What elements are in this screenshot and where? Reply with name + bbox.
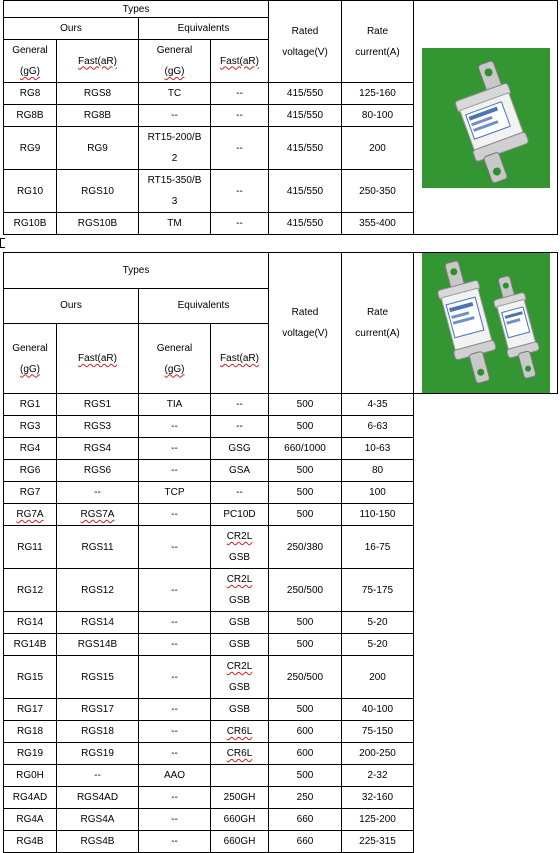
cell-voltage: 660/1000: [269, 438, 342, 460]
cell-eq-fast: --: [211, 127, 269, 170]
cell-current: 125-160: [342, 83, 414, 105]
cell-voltage: 250/500: [269, 656, 342, 699]
cell-fast: --: [57, 765, 139, 787]
cell-eq-fast: --: [211, 213, 269, 235]
cell-voltage: 415/550: [269, 127, 342, 170]
cell-current: 5-20: [342, 612, 414, 634]
cell-voltage: 250/380: [269, 526, 342, 569]
table-row: [4, 482, 558, 504]
eq-general-header: General (gG): [139, 324, 211, 394]
rated-voltage-header: Rated voltage(V): [269, 1, 342, 83]
paragraph-marker: [0, 238, 5, 248]
equivalents-header: Equivalents: [139, 288, 269, 324]
cell-general: RG11: [4, 526, 57, 569]
cell-general: RG0H: [4, 765, 57, 787]
cell-voltage: 500: [269, 612, 342, 634]
cell-eq-general: TCP: [139, 482, 211, 504]
cell-fast: RGS4: [57, 438, 139, 460]
cell-eq-general: --: [139, 634, 211, 656]
table-row: [4, 787, 558, 809]
general-header: General (gG): [4, 40, 57, 83]
general-header: General (gG): [4, 324, 57, 394]
table-row: [4, 656, 558, 699]
cell-eq-fast: GSB: [211, 634, 269, 656]
cell-general: RG18: [4, 721, 57, 743]
cell-fast: RGS4AD: [57, 787, 139, 809]
cell-eq-fast: --: [211, 482, 269, 504]
cell-eq-fast: CR2L GSB: [211, 526, 269, 569]
cell-eq-general: TIA: [139, 394, 211, 416]
cell-eq-general: TM: [139, 213, 211, 235]
cell-current: 75-175: [342, 569, 414, 612]
cell-eq-fast: PC10D: [211, 504, 269, 526]
eq-general-header: General (gG): [139, 40, 211, 83]
cell-general: RG14B: [4, 634, 57, 656]
cell-current: 110-150: [342, 504, 414, 526]
cell-voltage: 500: [269, 765, 342, 787]
table-row: [4, 569, 558, 612]
cell-fast: RGS10: [57, 170, 139, 213]
eq-fast-header: Fast(aR): [211, 324, 269, 394]
cell-current: 200: [342, 127, 414, 170]
table-row: [4, 699, 558, 721]
cell-current: 32-160: [342, 787, 414, 809]
cell-general: RG1: [4, 394, 57, 416]
cell-general: RG8: [4, 83, 57, 105]
cell-general: RG4: [4, 438, 57, 460]
cell-voltage: 415/550: [269, 105, 342, 127]
cell-fast: RG8B: [57, 105, 139, 127]
cell-general: RG8B: [4, 105, 57, 127]
cell-voltage: 415/550: [269, 83, 342, 105]
cell-eq-general: --: [139, 526, 211, 569]
cell-fast: RGS19: [57, 743, 139, 765]
cell-voltage: 600: [269, 721, 342, 743]
cell-eq-general: --: [139, 438, 211, 460]
cell-eq-fast: 660GH: [211, 809, 269, 831]
cell-voltage: 500: [269, 416, 342, 438]
cell-eq-fast: CR2L GSB: [211, 656, 269, 699]
cell-current: 355-400: [342, 213, 414, 235]
cell-eq-fast: GSB: [211, 612, 269, 634]
cell-eq-fast: --: [211, 105, 269, 127]
equivalents-header: Equivalents: [139, 18, 269, 40]
rated-voltage-header: Rated voltage(V): [269, 253, 342, 394]
cell-fast: RGS4B: [57, 831, 139, 853]
types-header: Types: [4, 253, 269, 289]
cell-current: 125-200: [342, 809, 414, 831]
fuse-photo-cell-1: [414, 1, 558, 235]
cell-fast: RGS4A: [57, 809, 139, 831]
cell-eq-fast: CR2L GSB: [211, 569, 269, 612]
cell-voltage: 250/500: [269, 569, 342, 612]
table-row: [4, 526, 558, 569]
cell-general: RG15: [4, 656, 57, 699]
cell-current: 5-20: [342, 634, 414, 656]
cell-eq-general: RT15-350/B 3: [139, 170, 211, 213]
cell-eq-general: --: [139, 787, 211, 809]
cell-eq-general: --: [139, 809, 211, 831]
cell-eq-fast: CR6L: [211, 721, 269, 743]
cell-voltage: 500: [269, 699, 342, 721]
cell-voltage: 500: [269, 504, 342, 526]
fast-header: Fast(aR): [57, 324, 139, 394]
cell-general: RG17: [4, 699, 57, 721]
cell-eq-general: --: [139, 460, 211, 482]
cell-fast: RG9: [57, 127, 139, 170]
cell-fast: RGS17: [57, 699, 139, 721]
cell-general: RG4A: [4, 809, 57, 831]
cell-eq-general: RT15-200/B 2: [139, 127, 211, 170]
cell-voltage: 250: [269, 787, 342, 809]
cell-general: RG7A: [4, 504, 57, 526]
cell-current: 10-63: [342, 438, 414, 460]
cell-general: RG9: [4, 127, 57, 170]
cell-current: 2-32: [342, 765, 414, 787]
table-row: [4, 394, 558, 416]
cell-voltage: 500: [269, 460, 342, 482]
fuse-table-1: [3, 0, 558, 235]
cell-eq-general: AAO: [139, 765, 211, 787]
table-row: [4, 743, 558, 765]
cell-fast: --: [57, 482, 139, 504]
cell-fast: RGS8: [57, 83, 139, 105]
table-row: [4, 438, 558, 460]
cell-eq-fast: 660GH: [211, 831, 269, 853]
cell-eq-general: --: [139, 612, 211, 634]
cell-eq-fast: 250GH: [211, 787, 269, 809]
fuse-pair-photo: [422, 253, 550, 393]
table-row: [4, 831, 558, 853]
cell-fast: RGS3: [57, 416, 139, 438]
cell-voltage: 500: [269, 394, 342, 416]
cell-fast: RGS1: [57, 394, 139, 416]
cell-general: RG14: [4, 612, 57, 634]
cell-voltage: 500: [269, 634, 342, 656]
table-row: [4, 504, 558, 526]
cell-voltage: 660: [269, 809, 342, 831]
cell-current: 16-75: [342, 526, 414, 569]
eq-fast-header: Fast(aR): [211, 40, 269, 83]
cell-fast: RGS12: [57, 569, 139, 612]
cell-general: RG6: [4, 460, 57, 482]
cell-eq-fast: GSA: [211, 460, 269, 482]
cell-current: 200: [342, 656, 414, 699]
fuse-single-photo: [422, 48, 550, 188]
cell-general: RG4AD: [4, 787, 57, 809]
table-row: [4, 460, 558, 482]
cell-eq-general: --: [139, 504, 211, 526]
cell-eq-fast: CR6L: [211, 743, 269, 765]
cell-eq-general: --: [139, 416, 211, 438]
fuse-photo-cell-2: [414, 253, 558, 394]
cell-eq-general: --: [139, 831, 211, 853]
cell-general: RG12: [4, 569, 57, 612]
cell-eq-fast: GSB: [211, 699, 269, 721]
cell-current: 40-100: [342, 699, 414, 721]
table-row: [4, 721, 558, 743]
fuse-table-2: [3, 252, 558, 853]
cell-general: RG10B: [4, 213, 57, 235]
cell-fast: RGS10B: [57, 213, 139, 235]
cell-general: RG4B: [4, 831, 57, 853]
cell-eq-general: --: [139, 656, 211, 699]
cell-current: 225-315: [342, 831, 414, 853]
cell-fast: RGS18: [57, 721, 139, 743]
cell-general: RG3: [4, 416, 57, 438]
table-row: [4, 809, 558, 831]
cell-general: RG10: [4, 170, 57, 213]
rate-current-header: Rate current(A): [342, 1, 414, 83]
cell-general: RG19: [4, 743, 57, 765]
cell-eq-general: --: [139, 699, 211, 721]
cell-eq-fast: --: [211, 416, 269, 438]
cell-voltage: 415/550: [269, 213, 342, 235]
cell-fast: RGS14B: [57, 634, 139, 656]
cell-current: 250-350: [342, 170, 414, 213]
cell-eq-general: --: [139, 569, 211, 612]
table-row: [4, 765, 558, 787]
cell-current: 100: [342, 482, 414, 504]
cell-eq-general: --: [139, 743, 211, 765]
cell-fast: RGS14: [57, 612, 139, 634]
cell-eq-fast: --: [211, 170, 269, 213]
cell-current: 4-35: [342, 394, 414, 416]
cell-current: 200-250: [342, 743, 414, 765]
cell-fast: RGS15: [57, 656, 139, 699]
cell-eq-general: --: [139, 105, 211, 127]
cell-voltage: 660: [269, 831, 342, 853]
fast-header: Fast(aR): [57, 40, 139, 83]
rate-current-header: Rate current(A): [342, 253, 414, 394]
cell-fast: RGS7A: [57, 504, 139, 526]
cell-current: 75-150: [342, 721, 414, 743]
table-row: [4, 634, 558, 656]
cell-eq-fast: GSG: [211, 438, 269, 460]
cell-current: 80-100: [342, 105, 414, 127]
cell-voltage: 415/550: [269, 170, 342, 213]
cell-fast: RGS6: [57, 460, 139, 482]
cell-fast: RGS11: [57, 526, 139, 569]
cell-eq-fast: --: [211, 83, 269, 105]
cell-current: 80: [342, 460, 414, 482]
table-row: [4, 416, 558, 438]
cell-eq-fast: [211, 765, 269, 787]
cell-eq-general: --: [139, 721, 211, 743]
ours-header: Ours: [4, 18, 139, 40]
table-row: [4, 612, 558, 634]
cell-general: RG7: [4, 482, 57, 504]
cell-voltage: 600: [269, 743, 342, 765]
ours-header: Ours: [4, 288, 139, 324]
cell-eq-general: TC: [139, 83, 211, 105]
cell-current: 6-63: [342, 416, 414, 438]
cell-voltage: 500: [269, 482, 342, 504]
types-header: Types: [4, 1, 269, 18]
cell-eq-fast: --: [211, 394, 269, 416]
